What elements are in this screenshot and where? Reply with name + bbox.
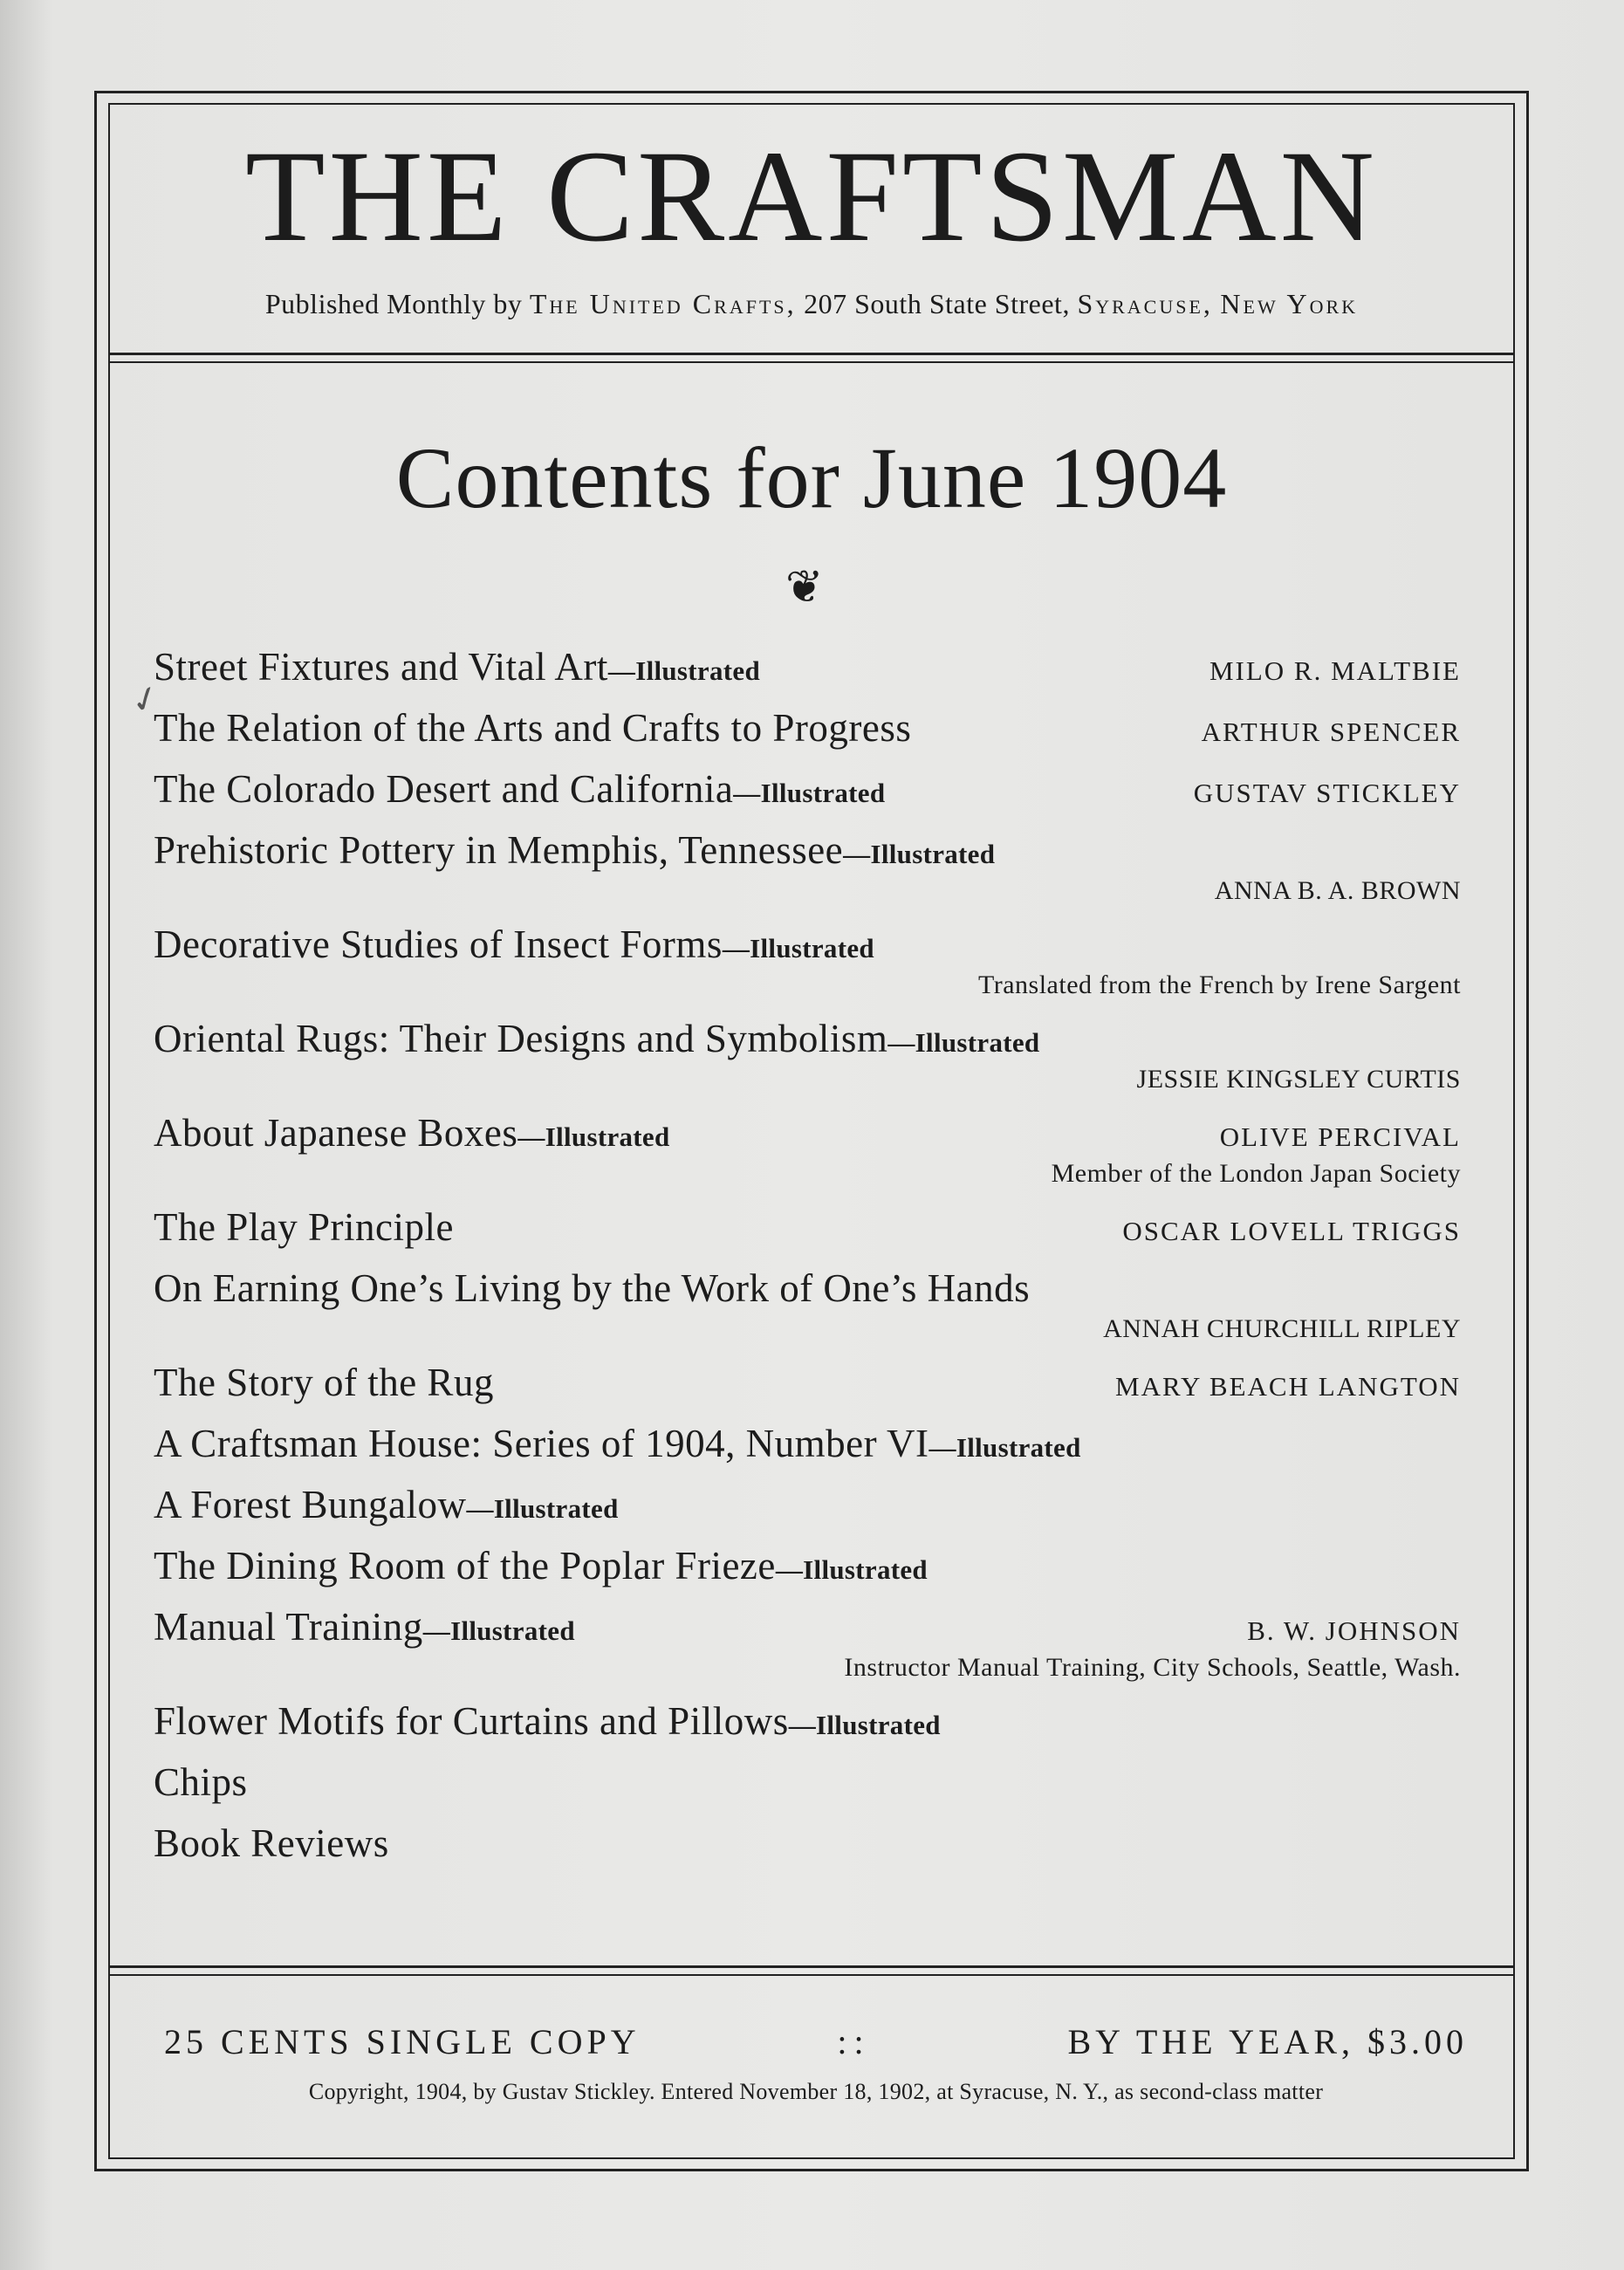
toc-entry-note: ANNAH CHURCHILL RIPLEY xyxy=(1103,1314,1461,1343)
toc-entry-author: B. W. JOHNSON xyxy=(1247,1615,1461,1646)
single-copy-price: 25 CENTS SINGLE COPY xyxy=(164,2022,641,2061)
publisher-state: New York xyxy=(1220,288,1359,319)
toc-entry-title-group xyxy=(154,1482,619,1527)
toc-entry-line xyxy=(154,1759,1461,1805)
toc-entry-title: Decorative Studies of Insect Forms xyxy=(154,922,723,966)
toc-entry-line xyxy=(154,1265,1461,1311)
toc-entry-title: The Play Principle xyxy=(154,1205,454,1249)
toc-entry-title: The Relation of the Arts and Crafts to Progress xyxy=(154,706,912,750)
toc-entry-title: About Japanese Boxes xyxy=(154,1111,518,1155)
toc-entry-title-group xyxy=(154,705,911,751)
illustrated-label: —Illustrated xyxy=(928,1432,1081,1463)
toc-entry-title-group xyxy=(154,1110,670,1156)
toc-entry-title: Book Reviews xyxy=(154,1821,389,1865)
toc-entry-line xyxy=(154,1482,1461,1527)
toc-entry-note: ANNA B. A. BROWN xyxy=(1214,876,1461,905)
pencil-mark-icon: ✓ xyxy=(125,676,167,724)
toc-entry xyxy=(154,1421,1461,1466)
toc-entry-title: Manual Training xyxy=(154,1605,423,1649)
toc-entry-title-group xyxy=(154,1265,1030,1311)
toc-entry-title: On Earning One’s Living by the Work of One’s Hands xyxy=(154,1266,1031,1310)
toc-entry xyxy=(154,1265,1461,1344)
toc-entry-title: Prehistoric Pottery in Memphis, Tennessee xyxy=(154,828,844,872)
toc-entry-title-group xyxy=(154,1421,1081,1466)
toc-entry-title-group xyxy=(154,1821,389,1866)
toc-entry-title-group xyxy=(154,1759,248,1805)
toc-entry-line xyxy=(154,922,1461,967)
publisher-city: Syracuse, xyxy=(1077,288,1213,319)
toc-entry xyxy=(154,1543,1461,1588)
toc-entry-line xyxy=(154,827,1461,873)
toc-entry-title: Flower Motifs for Curtains and Pillows xyxy=(154,1699,789,1743)
toc-entry-line xyxy=(154,766,1461,812)
toc-entry-title-group xyxy=(154,1604,575,1649)
toc-entry-title-group xyxy=(154,922,874,967)
toc-entry-line xyxy=(154,1204,1461,1250)
illustrated-label: —Illustrated xyxy=(887,1027,1040,1058)
yearly-price: BY THE YEAR, $3.00 xyxy=(1067,2022,1468,2061)
toc-entry xyxy=(154,1759,1461,1805)
toc-entry-note: JESSIE KINGSLEY CURTIS xyxy=(1136,1065,1461,1094)
toc-entry-title: The Dining Room of the Poplar Frieze xyxy=(154,1544,776,1588)
illustrated-label: —Illustrated xyxy=(788,1710,941,1740)
publisher-name: The United Crafts, xyxy=(529,288,797,319)
toc-entry-line xyxy=(154,1604,1461,1649)
illustrated-label: —Illustrated xyxy=(843,839,996,869)
toc-entry-title: The Story of the Rug xyxy=(154,1361,494,1404)
toc-entry xyxy=(154,922,1461,1000)
masthead xyxy=(108,124,1515,320)
toc-entry-author: ARTHUR SPENCER xyxy=(1201,717,1461,747)
toc-entry-line xyxy=(154,1110,1461,1156)
magazine-title: THE CRAFTSMAN xyxy=(245,124,1378,269)
publisher-line xyxy=(108,288,1515,320)
toc-entry xyxy=(154,644,1461,689)
toc-entry-note: Instructor Manual Training, City Schools, Seattle, Wash. xyxy=(844,1653,1461,1682)
toc-entry xyxy=(154,1604,1461,1683)
toc-entry xyxy=(154,1204,1461,1250)
toc-entry-title: The Colorado Desert and California xyxy=(154,767,734,811)
toc-entry-title-group xyxy=(154,1204,454,1250)
toc-entry-author: GUSTAV STICKLEY xyxy=(1193,778,1461,808)
toc-entry-title: Chips xyxy=(154,1760,248,1804)
toc-entry-line xyxy=(154,1016,1461,1061)
price-separator: :: xyxy=(837,2022,871,2061)
toc-entry xyxy=(154,1110,1461,1189)
illustrated-label: —Illustrated xyxy=(775,1554,928,1585)
toc-entry xyxy=(154,1698,1461,1744)
table-of-contents xyxy=(154,644,1461,1882)
toc-entry-title-group xyxy=(154,644,760,689)
toc-entry xyxy=(154,827,1461,906)
toc-entry-title: Street Fixtures and Vital Art xyxy=(154,645,608,689)
toc-entry-author: OSCAR LOVELL TRIGGS xyxy=(1122,1216,1461,1246)
toc-entry xyxy=(154,766,1461,812)
toc-entry xyxy=(154,1016,1461,1094)
toc-entry-title: A Craftsman House: Series of 1904, Number VI xyxy=(154,1422,929,1465)
toc-entry-author: MILO R. MALTBIE xyxy=(1209,655,1461,686)
fleuron-ornament-icon: ❦ xyxy=(785,563,824,613)
copyright-notice: Copyright, 1904, by Gustav Stickley. Entered November 18, 1902, at Syracuse, N. Y., as second-class matter xyxy=(308,2079,1324,2104)
toc-entry-title: A Forest Bungalow xyxy=(154,1483,467,1526)
masthead-rule xyxy=(108,353,1515,363)
footer-rule xyxy=(108,1965,1515,1976)
illustrated-label: —Illustrated xyxy=(733,778,886,808)
toc-entry-line xyxy=(154,1821,1461,1866)
illustrated-label: —Illustrated xyxy=(517,1121,670,1152)
toc-entry xyxy=(154,1360,1461,1405)
toc-entry-title-group xyxy=(154,1698,941,1744)
toc-entry-line xyxy=(154,1360,1461,1405)
toc-entry-line xyxy=(154,1421,1461,1466)
toc-entry-line xyxy=(154,1698,1461,1744)
toc-entry-line xyxy=(154,644,1461,689)
contents-heading: Contents for June 1904 xyxy=(395,429,1228,526)
publisher-prefix: Published Monthly by xyxy=(264,288,523,319)
toc-entry-author: OLIVE PERCIVAL xyxy=(1219,1121,1461,1152)
toc-entry-line xyxy=(154,705,1461,751)
toc-entry-title-group xyxy=(154,1360,494,1405)
toc-entry-title-group xyxy=(154,1016,1039,1061)
illustrated-label: —Illustrated xyxy=(722,933,874,964)
toc-entry-title-group xyxy=(154,827,995,873)
toc-entry-author: MARY BEACH LANGTON xyxy=(1115,1371,1461,1402)
publisher-street: 207 South State Street, xyxy=(804,288,1070,319)
toc-entry xyxy=(154,1821,1461,1866)
toc-entry-title-group xyxy=(154,1543,928,1588)
price-line xyxy=(164,2021,1468,2062)
illustrated-label: —Illustrated xyxy=(607,655,761,686)
illustrated-label: —Illustrated xyxy=(422,1615,575,1646)
toc-entry-note: Translated from the French by Irene Sargent xyxy=(977,970,1461,999)
toc-entry-line xyxy=(154,1543,1461,1588)
illustrated-label: —Illustrated xyxy=(466,1493,619,1524)
toc-entry-title-group xyxy=(154,766,885,812)
toc-entry-title: Oriental Rugs: Their Designs and Symbolism xyxy=(154,1017,888,1060)
toc-entry xyxy=(154,1482,1461,1527)
toc-entry-note: Member of the London Japan Society xyxy=(1051,1159,1461,1188)
toc-entry xyxy=(154,705,1461,751)
